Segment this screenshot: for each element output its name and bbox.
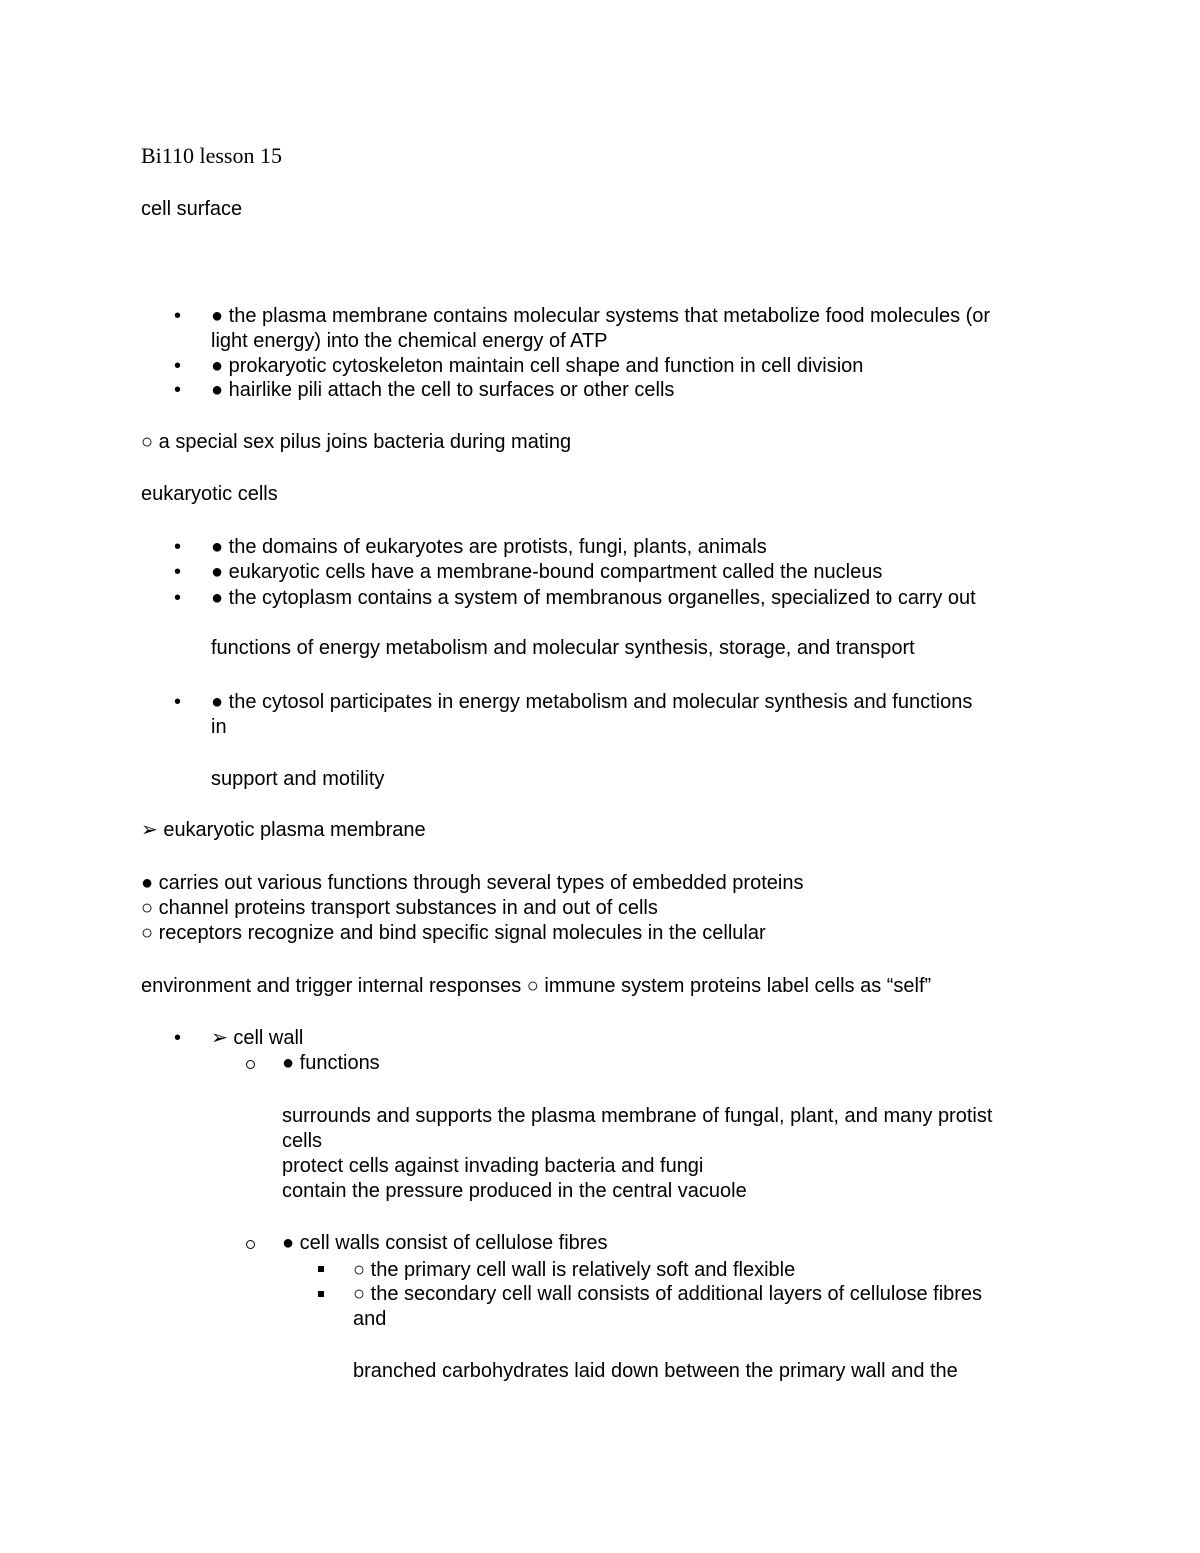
bullet-icon: • [174,536,182,558]
section-heading-cell-surface: cell surface [141,198,243,220]
paragraph-line: ● carries out various functions through several types of embedded proteins [141,872,804,894]
list-item-functions: ● functions [282,1052,380,1074]
bullet-icon: • [174,691,182,713]
list-item: ● the plasma membrane contains molecular systems that metabolize food molecules (or [211,305,991,327]
bullet-icon: • [174,305,182,327]
paragraph-line: surrounds and supports the plasma membrane of fungal, plant, and many protist [282,1105,993,1127]
list-item: ● the domains of eukaryotes are protists, fungi, plants, animals [211,536,767,558]
square-bullet-icon [318,1266,324,1272]
paragraph-line: contain the pressure produced in the central vacuole [282,1180,747,1202]
section-heading-eukaryotic-cells: eukaryotic cells [141,483,278,505]
bullet-icon: • [174,587,182,609]
bullet-icon: • [174,355,182,377]
list-item-continuation: and [353,1308,387,1330]
bullet-icon: • [174,561,182,583]
list-item-cellulose: ● cell walls consist of cellulose fibres [282,1232,608,1254]
list-item-primary-wall: ○ the primary cell wall is relatively soft and flexible [353,1259,796,1281]
list-item: ● eukaryotic cells have a membrane-bound compartment called the nucleus [211,561,883,583]
circle-bullet-icon [246,1060,255,1069]
paragraph-line: protect cells against invading bacteria and fungi [282,1155,704,1177]
list-item: ● the cytosol participates in energy metabolism and molecular synthesis and functions [211,691,973,713]
paragraph-line: ○ receptors recognize and bind specific signal molecules in the cellular [141,922,766,944]
list-item: ● the cytoplasm contains a system of membranous organelles, specialized to carry out [211,587,976,609]
list-item-cell-wall: ➢ cell wall [211,1027,304,1049]
bullet-icon: • [174,1027,182,1049]
paragraph-line: ○ channel proteins transport substances in and out of cells [141,897,658,919]
list-item-secondary-wall: ○ the secondary cell wall consists of additional layers of cellulose fibres [353,1283,983,1305]
list-item-continuation: in [211,716,227,738]
section-heading-plasma-membrane: ➢ eukaryotic plasma membrane [141,819,426,841]
page-title: Bi110 lesson 15 [141,143,282,168]
list-item-continuation: branched carbohydrates laid down between the primary wall and the [353,1360,958,1382]
list-item: ● hairlike pili attach the cell to surfaces or other cells [211,379,675,401]
list-item: ● prokaryotic cytoskeleton maintain cell shape and function in cell division [211,355,864,377]
bullet-icon: • [174,379,182,401]
paragraph-environment: environment and trigger internal responses ○ immune system proteins label cells as “self” [141,975,932,997]
list-item-continuation: functions of energy metabolism and molecular synthesis, storage, and transport [211,637,915,659]
circle-bullet-icon [246,1240,255,1249]
paragraph-sex-pilus: ○ a special sex pilus joins bacteria during mating [141,431,572,453]
list-item-continuation: support and motility [211,768,385,790]
square-bullet-icon [318,1291,324,1297]
paragraph-line: cells [282,1130,323,1152]
list-item-continuation: light energy) into the chemical energy of ATP [211,330,608,352]
